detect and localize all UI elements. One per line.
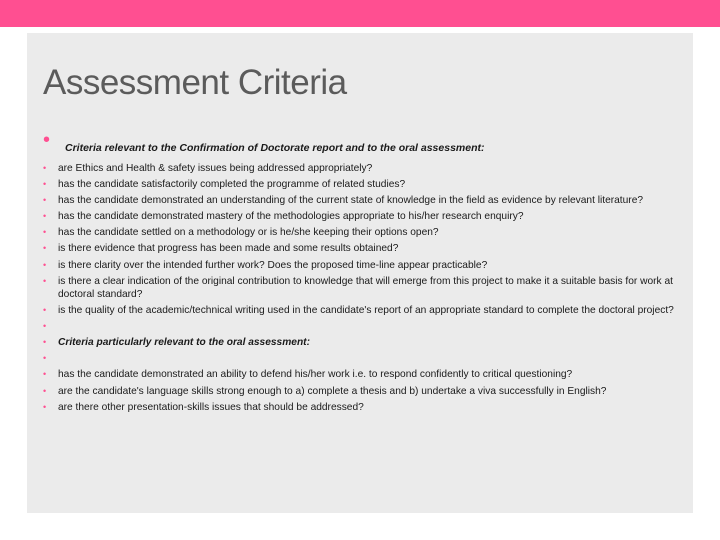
empty-list-item xyxy=(43,352,683,365)
list-item: • has the candidate settled on a methodology or is he/she keeping their options open? xyxy=(43,227,439,239)
bullet-icon: • xyxy=(43,369,47,380)
lead-text: Criteria relevant to the Confirmation of Doctorate report and to the oral assessment: xyxy=(65,142,485,154)
bullet-icon: • xyxy=(43,129,51,151)
top-accent-bar xyxy=(0,0,720,27)
bullet-icon: • xyxy=(43,385,47,396)
bullet-icon: • xyxy=(43,243,47,254)
list-item: • has the candidate demonstrated an ability to defend his/her work i.e. to respond confidently to critical questioning? xyxy=(43,369,573,381)
list-item: • is there evidence that progress has been made and some results obtained? xyxy=(43,243,399,255)
list-item: • is there clarity over the intended further work? Does the proposed time-line appear practicable? xyxy=(43,259,488,271)
empty-list-item xyxy=(43,320,683,333)
list-item: • is the quality of the academic/technical writing used in the candidate's report of an appropriate standard to complete the doctoral project? xyxy=(43,305,674,317)
section-heading-item: • Criteria particularly relevant to the oral assessment: xyxy=(43,337,310,349)
list-item: • has the candidate demonstrated an understanding of the current state of knowledge in the field as evidence by relevant literature? xyxy=(43,195,644,207)
list-item: • are Ethics and Health & safety issues being addressed appropriately? xyxy=(43,163,373,174)
list-item: • has the candidate demonstrated mastery of the methodologies appropriate to his/her research enquiry? xyxy=(43,211,524,223)
bullet-icon: • xyxy=(43,305,47,316)
bullet-icon: • xyxy=(43,163,47,173)
criteria-list xyxy=(43,162,683,417)
bullet-icon: • xyxy=(43,227,47,238)
bullet-icon: • xyxy=(43,321,47,332)
bullet-icon: • xyxy=(43,337,47,348)
bullet-icon: • xyxy=(43,259,47,270)
bullet-icon: • xyxy=(43,275,47,286)
list-item: • is there a clear indication of the original contribution to knowledge that will emerge from this project to make it a suitable basis for work at doctoral standard? xyxy=(43,275,673,300)
bullet-icon: • xyxy=(43,195,47,206)
list-item: • are there other presentation-skills issues that should be addressed? xyxy=(43,401,364,413)
slide-title: Assessment Criteria xyxy=(43,63,347,102)
list-item: • has the candidate satisfactorily completed the programme of related studies? xyxy=(43,179,406,191)
bullet-icon: • xyxy=(43,353,47,364)
bullet-icon: • xyxy=(43,211,47,222)
bullet-icon: • xyxy=(43,179,47,190)
list-item: • are the candidate's language skills strong enough to a) complete a thesis and b) undertake a viva successfully in English? xyxy=(43,385,607,397)
bullet-icon: • xyxy=(43,401,47,412)
